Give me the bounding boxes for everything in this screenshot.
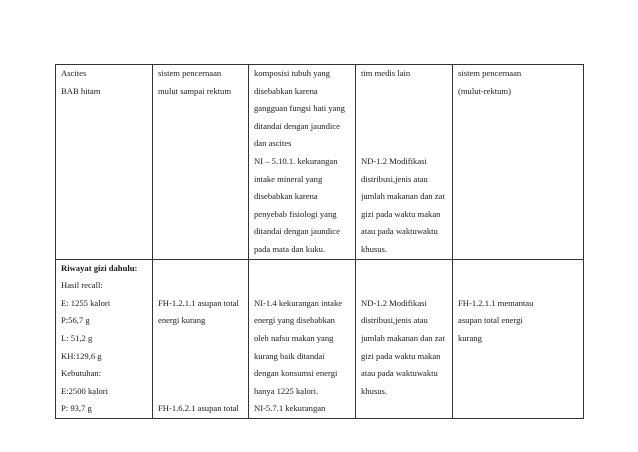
cell-line: tim medis lain	[361, 68, 411, 78]
cell-line: ND-1.2 Modifikasi	[361, 155, 427, 166]
cell-line: energi kurang	[158, 315, 206, 326]
cell-line: FH-1.2.1.1 asupan total	[158, 297, 239, 308]
cell-line: mulut sampai rektum	[158, 85, 232, 96]
cell-line: khusus.	[361, 385, 388, 396]
cell-line: energi yang disebabkan	[254, 315, 335, 326]
cell-line: intake mineral yang	[254, 173, 323, 184]
cell-line: dan ascites	[254, 138, 292, 149]
cell-line: L: 51,2 g	[61, 332, 93, 343]
cell-line: P: 93,7 g	[61, 403, 92, 414]
cell-line: (mulut-rektum)	[458, 85, 511, 96]
cell-line: disebabkan karena	[254, 85, 318, 96]
cell-line: sistem pencernaan	[158, 68, 222, 78]
table-cell	[356, 65, 453, 260]
cell-line: dengan konsumsi energi	[254, 368, 338, 379]
table-cell	[249, 259, 356, 418]
cell-line: ditandai dengan jaundice	[254, 226, 340, 237]
table-row	[56, 259, 584, 418]
cell-line: NI-1.4 kekurangan intake	[254, 297, 343, 308]
cell-line: jumlah makanan dan zat	[361, 191, 445, 202]
cell-line: atau pada waktuwaktu	[361, 226, 438, 237]
cell-line: kurang	[458, 332, 482, 343]
cell-line: asupan total energi	[458, 315, 523, 326]
cell-line: gangguan fungsi hati yang	[254, 103, 345, 114]
cell-line: ditandai dengan jaundice	[254, 120, 340, 131]
table-cell	[153, 259, 249, 418]
table-cell	[356, 259, 453, 418]
cell-line: khusus.	[361, 243, 388, 254]
cell-line: jumlah makanan dan zat	[361, 332, 445, 343]
cell-line: Ascites	[61, 68, 87, 78]
cell-line: FH-1.2.1.1 memantau	[458, 297, 534, 308]
table-cell	[153, 65, 249, 260]
cell-line: kurang baik ditandai	[254, 350, 325, 361]
cell-line: pada mata dan kuku.	[254, 243, 326, 254]
table-cell	[453, 259, 584, 418]
cell-line: BAB hitam	[61, 85, 101, 96]
cell-line: distribusi,jenis atau	[361, 315, 428, 326]
cell-line: KH:129,6 g	[61, 350, 102, 361]
table-cell	[249, 65, 356, 260]
cell-line: sistem pencernaan	[458, 68, 522, 78]
cell-line: oleh nafsu makan yang	[254, 332, 334, 343]
cell-line: Kebutuhan:	[61, 368, 102, 379]
cell-line: FH-1.6.2.1 asupan total	[158, 403, 239, 414]
cell-line: P:56,7 g	[61, 315, 90, 326]
table-row	[56, 65, 584, 260]
section-heading: Riwayat gizi dahulu:	[61, 262, 138, 273]
cell-line: hanya 1225 kalori.	[254, 385, 319, 396]
cell-line: disebabkan karena	[254, 191, 318, 202]
table-cell	[56, 65, 153, 260]
cell-line: distribusi,jenis atau	[361, 173, 428, 184]
cell-line: NI-5.7.1 kekurangan	[254, 403, 326, 414]
cell-line: E:2500 kalori	[61, 385, 109, 396]
cell-line: Hasil recall:	[61, 280, 103, 291]
cell-line: NI – 5.10.1. kekurangan	[254, 155, 338, 166]
cell-line: komposisi tubuh yang	[254, 68, 330, 78]
nutrition-care-table	[55, 64, 584, 419]
table-cell	[56, 259, 153, 418]
cell-line: E: 1255 kalori	[61, 297, 111, 308]
table-cell	[453, 65, 584, 260]
cell-line: ND-1.2 Modifikasi	[361, 297, 427, 308]
cell-line: atau pada waktuwaktu	[361, 368, 438, 379]
cell-line: penyebab fisiologi yang	[254, 208, 337, 219]
cell-line: gizi pada waktu makan	[361, 208, 441, 219]
cell-line: gizi pada waktu makan	[361, 350, 441, 361]
